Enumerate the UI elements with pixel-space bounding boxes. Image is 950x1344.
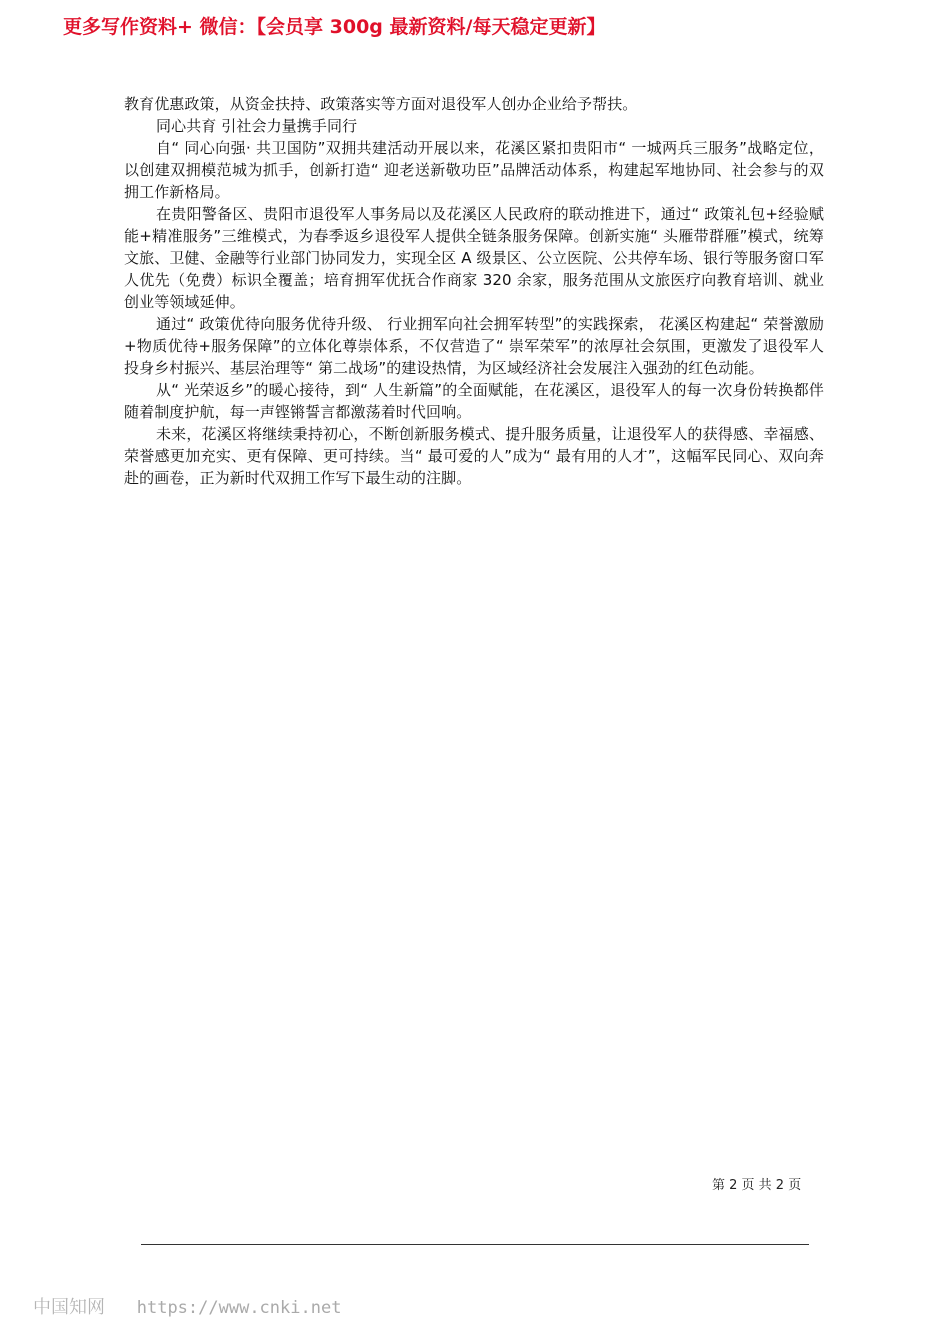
article-body: [124, 93, 824, 489]
cnki-url: https://www.cnki.net: [136, 1298, 342, 1318]
page-number: 第 2 页 共 2 页: [712, 1178, 802, 1193]
paragraph-3: 在贵阳警备区、贵阳市退役军人事务局以及花溪区人民政府的联动推进下，通过“ 政策礼包+经验赋能+精准服务”三维模式，为春季返乡退役军人提供全链条服务保障。创新实施“ 头雁带群雁”模式，统筹文旅、卫健、金融等行业部门协同发力，实现全区 A 级景区、公立医院、公共停车场、银行等服务窗口军人优先（免费）标识全覆盖；培育拥军优抚合作商家 320 余家，服务范围从文旅医疗向教育培训、就业创业等领域延伸。: [124, 205, 824, 311]
section-heading: 同心共育 引社会力量携手同行: [156, 117, 358, 135]
cnki-logo-text: 中国知网: [33, 1297, 105, 1318]
footer-divider: [141, 1244, 809, 1245]
paragraph-2: 自“ 同心向强· 共卫国防”双拥共建活动开展以来，花溪区紧扣贵阳市“ 一城两兵三服务”战略定位，以创建双拥模范城为抓手，创新打造“ 迎老送新敬功臣”品牌活动体系，构建起军地协同、社会参与的双拥工作新格局。: [124, 139, 824, 201]
paragraph-5: 从“ 光荣返乡”的暖心接待，到“ 人生新篇”的全面赋能，在花溪区，退役军人的每一次身份转换都伴随着制度护航，每一声铿锵誓言都激荡着时代回响。: [124, 381, 824, 421]
cnki-watermark: [33, 1293, 341, 1319]
paragraph-4: 通过“ 政策优待向服务优待升级、 行业拥军向社会拥军转型”的实践探索， 花溪区构建起“ 荣誉激励+物质优待+服务保障”的立体化尊崇体系，不仅营造了“ 崇军荣军”的浓厚社会氛围，更激发了退役军人投身乡村振兴、基层治理等“ 第二战场”的建设热情，为区域经济社会发展注入强劲的红色动能。: [124, 315, 824, 377]
promo-banner: 更多写作资料+ 微信：【会员享 300g 最新资料/每天稳定更新】: [63, 16, 606, 38]
paragraph-1: 教育优惠政策，从资金扶持、政策落实等方面对退役军人创办企业给予帮扶。: [124, 95, 638, 113]
paragraph-6: 未来，花溪区将继续秉持初心，不断创新服务模式、提升服务质量，让退役军人的获得感、幸福感、荣誉感更加充实、更有保障、更可持续。当“ 最可爱的人”成为“ 最有用的人才”，这幅军民同心、双向奔赴的画卷，正为新时代双拥工作写下最生动的注脚。: [124, 425, 824, 487]
